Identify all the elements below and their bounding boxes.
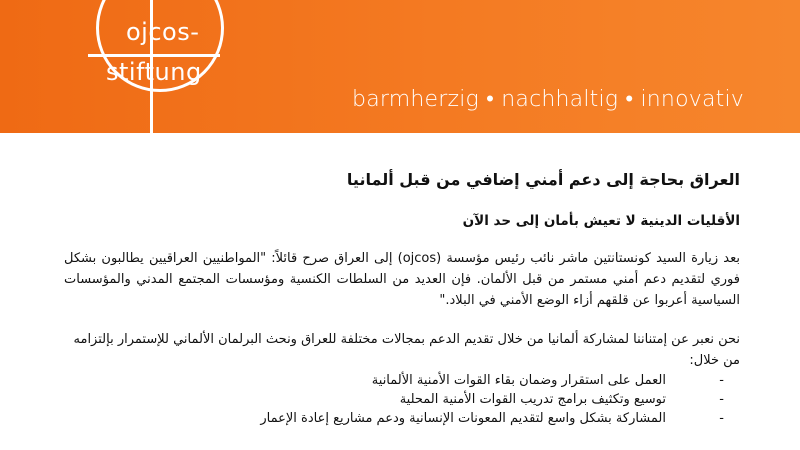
list-item bbox=[64, 390, 740, 409]
paragraph-demands: نحن نعبر عن إمتناننا لمشاركة ألمانيا من خلال تقديم الدعم بمجالات مختلفة للعراق ونحث البرلمان الألماني للإستمرار بإلتزامه من خلال: bbox=[73, 332, 740, 369]
bullet-marker: - bbox=[719, 373, 724, 389]
logo-text-line1: ojcos- bbox=[126, 18, 200, 46]
bullet-marker: - bbox=[719, 411, 724, 427]
list-item bbox=[64, 371, 740, 390]
list-item-text: العمل على استقرار وضمان بقاء القوات الأمنية الألمانية bbox=[371, 373, 666, 389]
logo-text-line2: stiftung bbox=[106, 58, 202, 86]
bullet-marker: - bbox=[719, 392, 724, 408]
tagline: barmherzig • nachhaltig • innovativ bbox=[352, 87, 744, 112]
document-body bbox=[64, 170, 740, 428]
header-banner bbox=[0, 0, 800, 133]
demands-list bbox=[64, 371, 740, 428]
logo-cross-horizontal bbox=[88, 54, 220, 57]
list-item-text: المشاركة بشكل واسع لتقديم المعونات الإنسانية ودعم مشاريع إعادة الإعمار bbox=[260, 411, 666, 427]
document-title: العراق بحاجة إلى دعم أمني إضافي من قبل ألمانيا bbox=[346, 170, 740, 189]
list-item-text: توسيع وتكثيف برامج تدريب القوات الأمنية المحلية bbox=[399, 392, 666, 408]
paragraph-intro: بعد زيارة السيد كونستانتين ماشر نائب رئيس مؤسسة (ojcos) إلى العراق صرح قائلاً: "المواطنيين العراقيين يطالبون بشكل فوري لتقديم دعم أمني مستمر من قبل الألمان. فإن العديد من السلطات الكنسية ومؤسسات المجتمع المدني والمؤسسات السياسية أعربوا عن قلقهم أزاء الوضع الأمني في البلاد." bbox=[64, 251, 740, 309]
list-item bbox=[64, 409, 740, 428]
document-subtitle: الأقليات الدينية لا تعيش بأمان إلى حد الآن bbox=[462, 212, 740, 229]
